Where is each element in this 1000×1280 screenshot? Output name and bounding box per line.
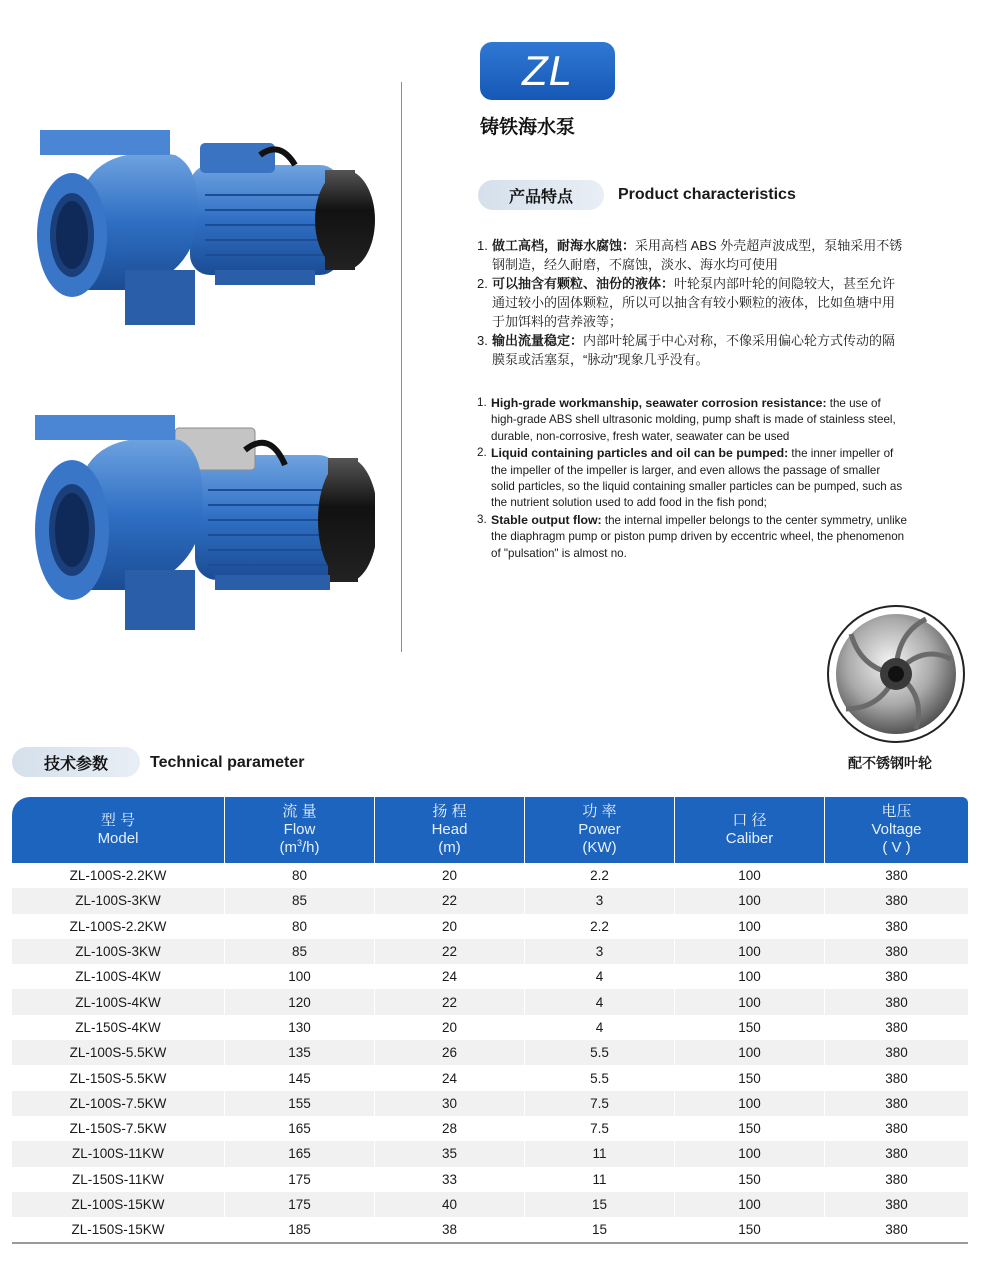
cell-caliber: 150 xyxy=(674,1065,824,1090)
feature-title: Stable output flow: xyxy=(491,512,602,527)
feature-cn-item xyxy=(477,274,907,331)
feature-number: 3. xyxy=(477,333,488,348)
cell-caliber: 100 xyxy=(674,1040,824,1065)
table-header xyxy=(12,797,968,863)
cell-power: 15 xyxy=(524,1192,674,1217)
tech-heading-cn: 技术参数 xyxy=(12,747,140,777)
cell-caliber: 100 xyxy=(674,964,824,989)
cell-flow: 185 xyxy=(224,1217,374,1242)
pump-image-bottom xyxy=(30,410,375,635)
impeller-caption: 配不锈钢叶轮 xyxy=(848,755,932,771)
feature-text: the internal impeller belongs to the center symmetry, unlike the diaphragm pump or piston pump driven by eccentric wheel, the phenomenon of "pulsation" is almost no. xyxy=(491,513,907,560)
cell-model: ZL-100S-3KW xyxy=(75,893,161,909)
cell-head: 20 xyxy=(374,914,524,939)
cell-caliber: 100 xyxy=(674,863,824,888)
cell-power: 4 xyxy=(524,1015,674,1040)
cell-flow: 135 xyxy=(224,1040,374,1065)
cell-voltage: 380 xyxy=(824,1192,968,1217)
cell-model: ZL-150S-7.5KW xyxy=(69,1121,167,1137)
cell-power: 3 xyxy=(524,888,674,913)
vertical-divider xyxy=(401,82,402,652)
cell-flow: 145 xyxy=(224,1065,374,1090)
cell-head: 24 xyxy=(374,1065,524,1090)
table-body xyxy=(12,863,968,1244)
pump-image-top xyxy=(30,125,375,330)
cell-voltage: 380 xyxy=(824,1116,968,1141)
cell-power: 11 xyxy=(524,1141,674,1166)
cell-caliber: 100 xyxy=(674,1192,824,1217)
feature-title: Liquid containing particles and oil can be pumped: xyxy=(491,446,789,461)
feature-title: 可以抽含有颗粒、油份的液体： xyxy=(492,276,675,291)
cell-power: 15 xyxy=(524,1217,674,1242)
spec-table xyxy=(12,797,968,1244)
cell-caliber: 100 xyxy=(674,989,824,1014)
cell-power: 4 xyxy=(524,989,674,1014)
feature-text: 内部叶轮属于中心对称，不像采用偏心轮方式传动的隔膜泵或活塞泵，“脉动”现象几乎没有。 xyxy=(492,333,896,367)
cell-voltage: 380 xyxy=(824,914,968,939)
feature-text: 采用高档 ABS 外壳超声波成型，泵轴采用不锈钢制造，经久耐磨，不腐蚀，淡水、海水均可使用 xyxy=(492,238,903,272)
feature-en-item xyxy=(477,395,907,445)
cell-head: 28 xyxy=(374,1116,524,1141)
cell-power: 7.5 xyxy=(524,1091,674,1116)
cell-voltage: 380 xyxy=(824,888,968,913)
cell-power: 4 xyxy=(524,964,674,989)
cell-flow: 130 xyxy=(224,1015,374,1040)
feature-en-item xyxy=(477,512,907,562)
cell-flow: 100 xyxy=(224,964,374,989)
cell-power: 7.5 xyxy=(524,1116,674,1141)
feature-number: 1. xyxy=(477,396,487,409)
cell-flow: 175 xyxy=(224,1192,374,1217)
tech-heading-en: Technical parameter xyxy=(150,754,305,771)
cell-flow: 165 xyxy=(224,1141,374,1166)
cell-voltage: 380 xyxy=(824,939,968,964)
cell-voltage: 380 xyxy=(824,964,968,989)
col-power: 功 率 Power (KW) xyxy=(524,797,674,863)
cell-head: 22 xyxy=(374,989,524,1014)
feature-text: the use of high-grade ABS shell ultrasonic molding, pump shaft is made of stainless steel, durable, non-corrosive, fresh water, seawater can be used xyxy=(491,397,896,443)
cell-caliber: 150 xyxy=(674,1015,824,1040)
cell-voltage: 380 xyxy=(824,989,968,1014)
table-row xyxy=(12,1116,968,1141)
cell-head: 40 xyxy=(374,1192,524,1217)
features-list-en xyxy=(477,395,907,562)
cell-head: 24 xyxy=(374,964,524,989)
cell-caliber: 100 xyxy=(674,1141,824,1166)
table-row xyxy=(12,1192,968,1217)
cell-flow: 165 xyxy=(224,1116,374,1141)
table-row xyxy=(12,1015,968,1040)
cell-model: ZL-150S-15KW xyxy=(71,1222,165,1238)
col-head: 扬 程 Head (m) xyxy=(374,797,524,863)
cell-flow: 155 xyxy=(224,1091,374,1116)
table-row xyxy=(12,1040,968,1065)
table-row xyxy=(12,1091,968,1116)
cell-model: ZL-100S-2.2KW xyxy=(69,918,167,934)
feature-title: High-grade workmanship, seawater corrosion resistance: xyxy=(491,396,827,410)
impeller-image xyxy=(826,604,966,744)
features-heading-en: Product characteristics xyxy=(618,186,796,203)
table-row xyxy=(12,1065,968,1090)
feature-cn-item xyxy=(477,331,907,369)
cell-flow: 85 xyxy=(224,939,374,964)
product-subtitle: 铸铁海水泵 xyxy=(480,117,576,138)
col-voltage: 电压 Voltage ( V ) xyxy=(824,797,968,863)
table-row xyxy=(12,888,968,913)
feature-number: 2. xyxy=(477,276,488,291)
cell-voltage: 380 xyxy=(824,1040,968,1065)
feature-number: 2. xyxy=(477,446,487,460)
cell-head: 26 xyxy=(374,1040,524,1065)
cell-head: 38 xyxy=(374,1217,524,1242)
table-row xyxy=(12,1217,968,1242)
cell-flow: 175 xyxy=(224,1167,374,1192)
feature-cn-item xyxy=(477,236,907,274)
cell-power: 5.5 xyxy=(524,1065,674,1090)
cell-model: ZL-150S-4KW xyxy=(75,1019,161,1035)
cell-power: 5.5 xyxy=(524,1040,674,1065)
cell-model: ZL-100S-2.2KW xyxy=(69,868,167,884)
cell-voltage: 380 xyxy=(824,1217,968,1242)
table-row xyxy=(12,939,968,964)
cell-voltage: 380 xyxy=(824,1141,968,1166)
feature-text: 叶轮泵内部叶轮的间隐较大，甚至允许通过较小的固体颗粒，所以可以抽含有较小颗粒的液体，比如鱼塘中用于加饵料的营养液等； xyxy=(492,276,896,329)
table-row xyxy=(12,1141,968,1166)
cell-model: ZL-150S-5.5KW xyxy=(69,1070,167,1086)
cell-power: 2.2 xyxy=(524,914,674,939)
feature-title: 输出流量稳定： xyxy=(492,333,584,348)
features-list-cn xyxy=(477,236,907,369)
cell-caliber: 150 xyxy=(674,1116,824,1141)
cell-model: ZL-100S-15KW xyxy=(71,1197,165,1212)
col-caliber: 口 径 Caliber xyxy=(674,797,824,863)
cell-voltage: 380 xyxy=(824,863,968,888)
cell-head: 33 xyxy=(374,1167,524,1192)
cell-voltage: 380 xyxy=(824,1015,968,1040)
cell-caliber: 150 xyxy=(674,1167,824,1192)
cell-voltage: 380 xyxy=(824,1167,968,1192)
feature-text: the inner impeller of the impeller of the impeller is larger, and even allows the passage of smaller solid particles, so the liquid containing smaller particles can be pumped, such as the nutrient solution used to add food in the fish pond; xyxy=(491,447,903,510)
cell-power: 2.2 xyxy=(524,863,674,888)
cell-model: ZL-100S-7.5KW xyxy=(69,1095,167,1111)
cell-model: ZL-150S-11KW xyxy=(71,1171,165,1187)
feature-number: 3. xyxy=(477,512,487,526)
brand-logo-text: ZL xyxy=(521,47,573,94)
cell-caliber: 150 xyxy=(674,1217,824,1242)
col-flow: 流 量 Flow $(m^3/h)$ xyxy=(224,797,374,863)
cell-head: 20 xyxy=(374,863,524,888)
table-row xyxy=(12,989,968,1014)
cell-model: ZL-100S-3KW xyxy=(75,944,161,960)
col-model: 型 号 Model xyxy=(97,812,139,847)
table-row xyxy=(12,1167,968,1192)
cell-caliber: 100 xyxy=(674,888,824,913)
cell-model: ZL-100S-5.5KW xyxy=(69,1045,167,1061)
cell-flow: 80 xyxy=(224,914,374,939)
cell-head: 30 xyxy=(374,1091,524,1116)
cell-caliber: 100 xyxy=(674,939,824,964)
brand-logo xyxy=(480,42,615,100)
feature-title: 做工高档，耐海水腐蚀： xyxy=(492,238,636,253)
cell-head: 20 xyxy=(374,1015,524,1040)
cell-model: ZL-100S-4KW xyxy=(75,969,161,985)
cell-flow: 120 xyxy=(224,989,374,1014)
cell-head: 35 xyxy=(374,1141,524,1166)
feature-en-item xyxy=(477,445,907,512)
cell-power: 11 xyxy=(524,1167,674,1192)
cell-caliber: 100 xyxy=(674,914,824,939)
features-heading-cn: 产品特点 xyxy=(478,180,604,210)
feature-number: 1. xyxy=(477,238,488,253)
cell-model: ZL-100S-4KW xyxy=(75,994,161,1010)
table-row xyxy=(12,863,968,888)
cell-flow: 85 xyxy=(224,888,374,913)
table-row xyxy=(12,964,968,989)
cell-head: 22 xyxy=(374,888,524,913)
cell-flow: 80 xyxy=(224,863,374,888)
cell-model: ZL-100S-11KW xyxy=(71,1146,165,1162)
table-row xyxy=(12,914,968,939)
cell-power: 3 xyxy=(524,939,674,964)
cell-caliber: 100 xyxy=(674,1091,824,1116)
cell-voltage: 380 xyxy=(824,1091,968,1116)
cell-head: 22 xyxy=(374,939,524,964)
cell-voltage: 380 xyxy=(824,1065,968,1090)
